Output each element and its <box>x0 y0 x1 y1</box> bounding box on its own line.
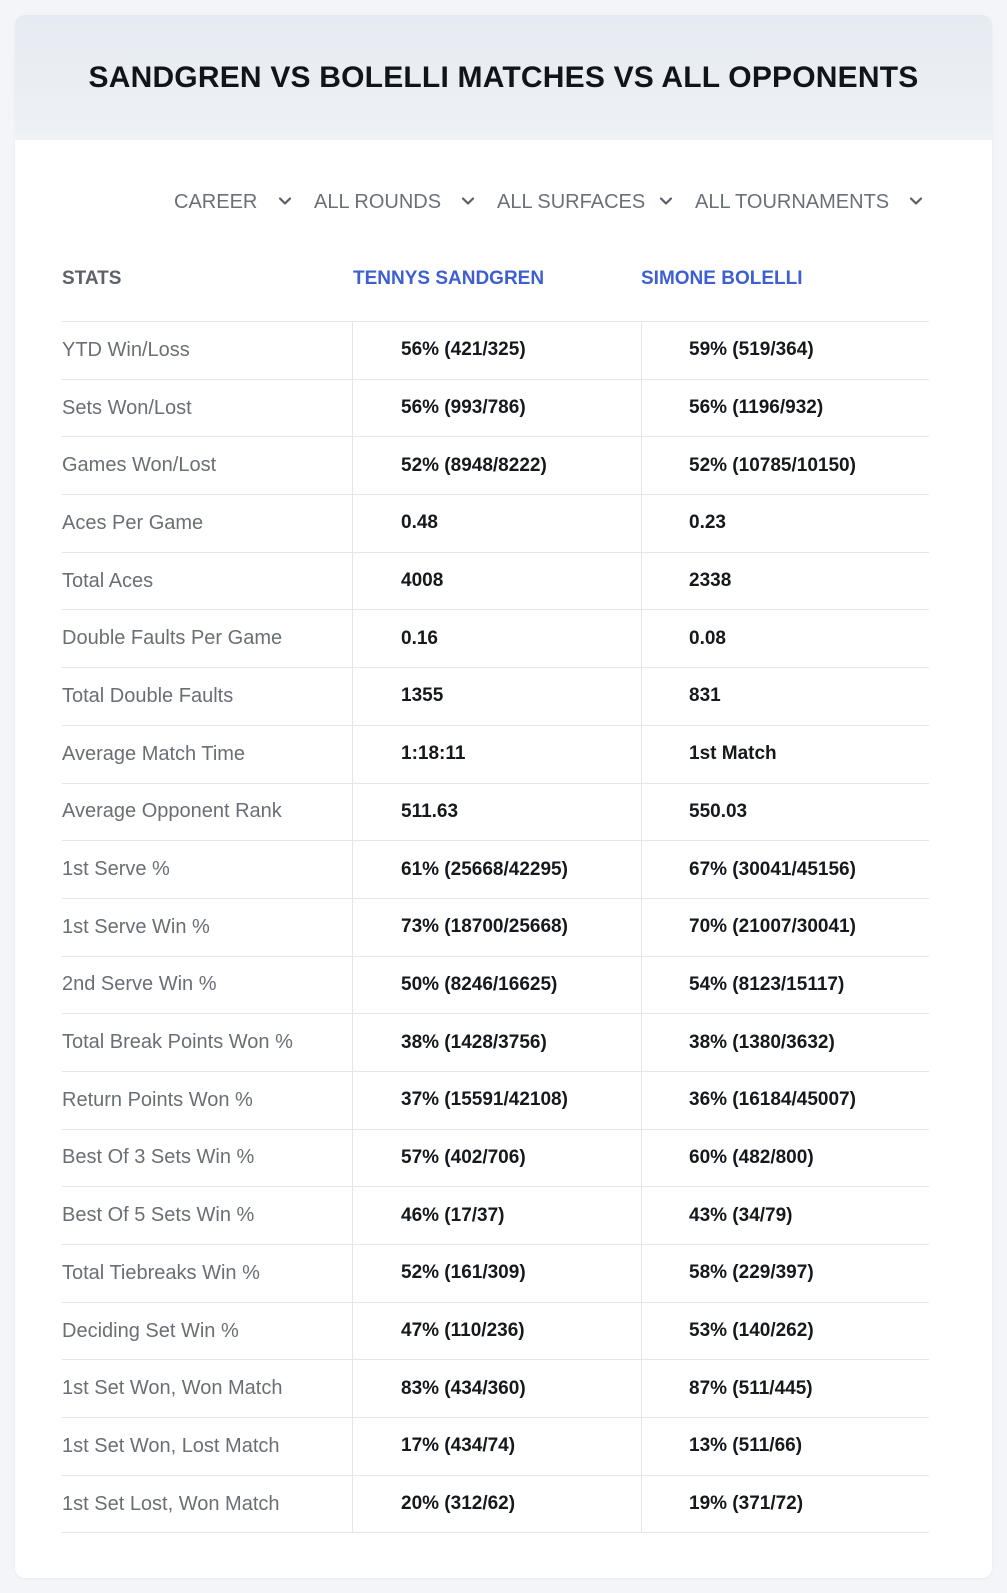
player-2-value: 0.08 <box>641 610 929 667</box>
stat-label: 1st Set Lost, Won Match <box>62 1492 280 1515</box>
chevron-down-icon[interactable] <box>909 194 923 208</box>
table-row <box>62 1072 929 1130</box>
player-2-value: 13% (511/66) <box>641 1418 929 1475</box>
column-header-stats: STATS <box>62 268 122 289</box>
stat-label: Sets Won/Lost <box>62 396 192 419</box>
stat-label: Games Won/Lost <box>62 454 217 477</box>
player-1-value: 52% (161/309) <box>352 1245 641 1302</box>
player-1-value: 52% (8948/8222) <box>352 437 641 494</box>
player-1-value: 4008 <box>352 553 641 610</box>
player-1-value: 73% (18700/25668) <box>352 899 641 956</box>
player-2-value: 60% (482/800) <box>641 1130 929 1187</box>
chevron-down-icon[interactable] <box>659 194 673 208</box>
player-1-value: 47% (110/236) <box>352 1303 641 1360</box>
table-row <box>62 1130 929 1188</box>
player-1-value: 83% (434/360) <box>352 1360 641 1417</box>
table-header <box>62 247 929 322</box>
player-1-value: 57% (402/706) <box>352 1130 641 1187</box>
table-row <box>62 1303 929 1361</box>
card-header <box>15 15 992 140</box>
stat-label: 1st Set Won, Won Match <box>62 1377 283 1400</box>
table-row <box>62 957 929 1015</box>
player-1-value: 38% (1428/3756) <box>352 1014 641 1071</box>
player-2-value: 52% (10785/10150) <box>641 437 929 494</box>
filter-career-label: CAREER <box>174 190 258 213</box>
chevron-down-icon[interactable] <box>461 194 475 208</box>
filter-bar <box>15 187 992 217</box>
stat-label: Deciding Set Win % <box>62 1319 239 1342</box>
stat-label: Average Match Time <box>62 742 246 765</box>
stat-label: Best Of 3 Sets Win % <box>62 1146 255 1169</box>
player-2-value: 36% (16184/45007) <box>641 1072 929 1129</box>
stats-table <box>62 247 929 1533</box>
stat-label: YTD Win/Loss <box>62 338 190 361</box>
player-2-value: 58% (229/397) <box>641 1245 929 1302</box>
table-row <box>62 1014 929 1072</box>
table-row <box>62 1187 929 1245</box>
player-1-value: 20% (312/62) <box>352 1476 641 1533</box>
stats-card <box>15 15 992 1578</box>
player-2-value: 67% (30041/45156) <box>641 841 929 898</box>
table-row <box>62 495 929 553</box>
table-row <box>62 1245 929 1303</box>
column-header-player-1[interactable]: TENNYS SANDGREN <box>353 268 545 289</box>
page-title: SANDGREN VS BOLELLI MATCHES VS ALL OPPONENTS <box>88 60 919 94</box>
player-2-value: 0.23 <box>641 495 929 552</box>
player-1-value: 56% (421/325) <box>352 322 641 379</box>
table-row <box>62 610 929 668</box>
player-1-value: 1:18:11 <box>352 726 641 783</box>
table-row <box>62 322 929 380</box>
player-1-value: 1355 <box>352 668 641 725</box>
player-2-value: 54% (8123/15117) <box>641 957 929 1014</box>
player-2-value: 2338 <box>641 553 929 610</box>
table-row <box>62 726 929 784</box>
player-2-value: 53% (140/262) <box>641 1303 929 1360</box>
player-2-value: 59% (519/364) <box>641 322 929 379</box>
player-1-value: 17% (434/74) <box>352 1418 641 1475</box>
player-2-value: 56% (1196/932) <box>641 380 929 437</box>
column-header-player-2[interactable]: SIMONE BOLELLI <box>641 268 803 289</box>
player-2-value: 43% (34/79) <box>641 1187 929 1244</box>
player-1-value: 37% (15591/42108) <box>352 1072 641 1129</box>
filter-rounds-label: ALL ROUNDS <box>314 190 442 213</box>
table-row <box>62 1360 929 1418</box>
stat-label: Aces Per Game <box>62 511 204 534</box>
table-row <box>62 899 929 957</box>
filter-surfaces-label: ALL SURFACES <box>497 190 646 213</box>
table-row <box>62 841 929 899</box>
filter-career-dropdown[interactable] <box>174 187 257 217</box>
stat-label: Total Aces <box>62 569 154 592</box>
stat-label: Best Of 5 Sets Win % <box>62 1204 255 1227</box>
stat-label: 1st Serve % <box>62 858 170 881</box>
table-row <box>62 1418 929 1476</box>
table-row <box>62 784 929 842</box>
stat-label: 1st Set Won, Lost Match <box>62 1434 280 1457</box>
table-row <box>62 437 929 495</box>
player-1-value: 56% (993/786) <box>352 380 641 437</box>
stat-label: Return Points Won % <box>62 1088 253 1111</box>
player-2-value: 70% (21007/30041) <box>641 899 929 956</box>
player-2-value: 831 <box>641 668 929 725</box>
table-body <box>62 322 929 1533</box>
player-2-value: 19% (371/72) <box>641 1476 929 1533</box>
filter-tournaments-label: ALL TOURNAMENTS <box>695 190 890 213</box>
player-1-value: 61% (25668/42295) <box>352 841 641 898</box>
filter-rounds-dropdown[interactable] <box>314 187 441 217</box>
table-row <box>62 1476 929 1534</box>
player-2-value: 38% (1380/3632) <box>641 1014 929 1071</box>
player-1-value: 0.48 <box>352 495 641 552</box>
stat-label: Average Opponent Rank <box>62 800 282 823</box>
table-row <box>62 668 929 726</box>
player-2-value: 1st Match <box>641 726 929 783</box>
stat-label: Total Double Faults <box>62 684 234 707</box>
table-row <box>62 380 929 438</box>
player-2-value: 87% (511/445) <box>641 1360 929 1417</box>
player-1-value: 50% (8246/16625) <box>352 957 641 1014</box>
player-2-value: 550.03 <box>641 784 929 841</box>
stat-label: Total Break Points Won % <box>62 1031 293 1054</box>
stat-label: Double Faults Per Game <box>62 627 283 650</box>
player-1-value: 511.63 <box>352 784 641 841</box>
stat-label: Total Tiebreaks Win % <box>62 1261 260 1284</box>
filter-tournaments-dropdown[interactable] <box>695 187 889 217</box>
player-1-value: 46% (17/37) <box>352 1187 641 1244</box>
filter-surfaces-dropdown[interactable] <box>497 187 645 217</box>
player-1-value: 0.16 <box>352 610 641 667</box>
stat-label: 1st Serve Win % <box>62 915 210 938</box>
stat-label: 2nd Serve Win % <box>62 973 217 996</box>
table-row <box>62 553 929 611</box>
chevron-down-icon[interactable] <box>278 194 292 208</box>
